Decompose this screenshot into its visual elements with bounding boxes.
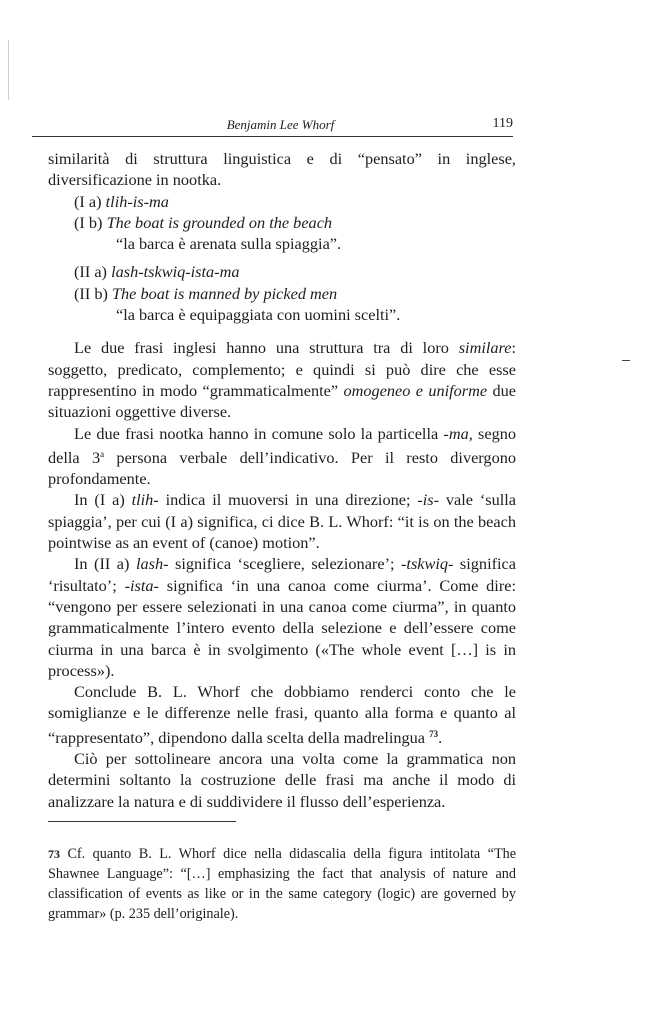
example-text: The boat is manned by picked men (111, 283, 338, 303)
superscript: a (100, 448, 105, 459)
italic-run: -ista- (124, 575, 159, 595)
lead-paragraph: similarità di struttura linguistica e di “pensato” in inglese, diversificazione in nootka. (48, 149, 516, 190)
body-text (48, 148, 516, 812)
italic-run: tlih- (131, 490, 159, 510)
paragraph-2 (48, 423, 516, 490)
example-text: lash-tskwiq-ista-ma (111, 262, 240, 282)
text-run: significa ‘scegliere, selezionare’; (168, 554, 401, 574)
text-run: : soggetto, predicato, complemento; e quindi si può dire che esse rappresentino in modo “grammaticalmente” (48, 338, 516, 400)
paragraph-1 (48, 337, 516, 422)
example-2b (48, 283, 516, 304)
italic-run: -is- (417, 490, 440, 510)
text-run: vale ‘sulla spiaggia’, per cui (I a) significa, ci dice B. L. Whorf: “it is on the beach pointwise as an event of (canoe) motion”. (48, 490, 517, 553)
example-label: (II a) (74, 262, 107, 282)
italic-run: -tskwiq- (401, 554, 454, 574)
footnote-number: 73 (48, 847, 60, 861)
example-1a (48, 191, 516, 212)
text-run: Le due frasi nootka hanno in comune solo la particella (74, 423, 444, 443)
example-label: (II b) (74, 283, 108, 303)
example-2b-gloss: “la barca è equipaggiata con uomini scelti”. (116, 305, 401, 325)
paragraph-6: Ciò per sottolineare ancora una volta come la grammatica non determini soltanto la costruzione delle frasi ma anche il modo di analizzare la natura e di suddividere il flusso dell’esperienza. (48, 749, 516, 811)
paragraph-3 (48, 489, 516, 553)
example-text: tlih-is-ma (105, 191, 169, 211)
example-label: (I b) (74, 212, 103, 232)
italic-run: -ma, (443, 423, 473, 443)
footnote-ref[interactable] (429, 729, 438, 739)
footnote-ref-number: 73 (429, 728, 439, 739)
running-header-author: Benjamin Lee Whorf (226, 117, 335, 132)
text-run: segno della 3 (48, 423, 516, 467)
text-run: persona verbale dell’indicativo. Per il resto divergono profondamente. (48, 447, 516, 489)
scan-edge-mark (8, 40, 9, 100)
text-run: Le due frasi inglesi hanno una struttura tra di loro (74, 338, 459, 358)
paragraph-5 (48, 681, 516, 748)
text-run: indica il muoversi in una direzione; (158, 490, 418, 510)
footnote-rule (48, 821, 236, 822)
margin-tick-mark (622, 360, 630, 361)
text-run: significa ‘risultato’; (48, 554, 516, 595)
text-run: due situazioni oggettive diverse. (48, 380, 516, 422)
italic-run: omogeneo e uniforme (343, 380, 488, 400)
italic-run: lash- (135, 554, 169, 574)
text-run: Conclude B. L. Whorf che dobbiamo renderci conto che le somiglianze e le differenze nelle frasi, quanto alla forma e quanto al “rappresentato”, dipendono dalla scelta della madrelingua (48, 682, 516, 747)
paragraph-4 (48, 553, 516, 681)
example-2a (48, 261, 516, 282)
text-run: In (I a) (74, 490, 132, 510)
text-run: significa ‘in una canoa come ciurma’. Come dire: “vengono per essere selezionati in una canoa come ciurma”, in quanto grammaticalmente l’intero evento della selezione e dell’essere come ciurma in una barca è in svolgimento («The whole event […] is in process»). (48, 575, 517, 680)
header-rule (32, 136, 513, 137)
footnote-73 (48, 844, 516, 924)
example-1b-gloss: “la barca è arenata sulla spiaggia”. (116, 234, 342, 254)
footnote-text: Cf. quanto B. L. Whorf dice nella didascalia della figura intitolata “The Shawnee Language”: “[…] emphasizing the fact that analysis of nature and classification of events as like or in the same category (logic) are governed by grammar» (p. 235 dell’originale). (48, 846, 517, 922)
example-text: The boat is grounded on the beach (106, 212, 333, 232)
page-number: 119 (492, 116, 513, 131)
example-1b (48, 212, 516, 233)
text-run: In (II a) (74, 554, 136, 574)
example-label: (I a) (74, 191, 102, 211)
italic-run: similare (458, 338, 512, 358)
text-run: . (438, 727, 443, 747)
